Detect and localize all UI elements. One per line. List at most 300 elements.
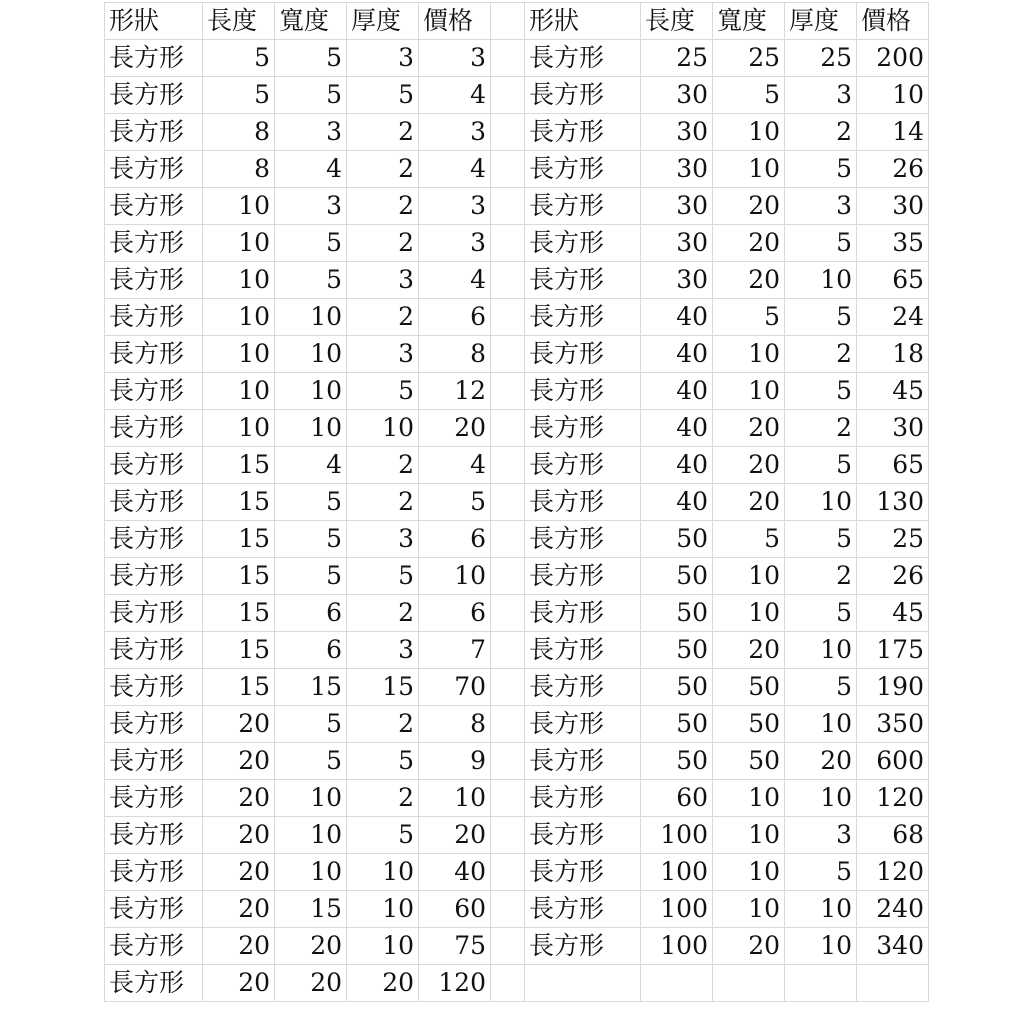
right-width-cell[interactable]: 10 [713, 780, 785, 817]
right-price-cell[interactable]: 68 [857, 817, 929, 854]
right-length-cell[interactable] [641, 965, 713, 1002]
left-shape-cell[interactable]: 長方形 [105, 965, 203, 1002]
left-thickness-cell[interactable]: 5 [347, 558, 419, 595]
left-shape-cell[interactable]: 長方形 [105, 336, 203, 373]
right-width-cell[interactable]: 10 [713, 558, 785, 595]
right-shape-cell[interactable]: 長方形 [525, 632, 641, 669]
right-length-cell[interactable]: 25 [641, 40, 713, 77]
right-length-cell[interactable]: 50 [641, 521, 713, 558]
left-length-cell[interactable]: 8 [203, 114, 275, 151]
gap-cell[interactable] [491, 891, 525, 928]
left-length-cell[interactable]: 15 [203, 521, 275, 558]
left-length-cell[interactable]: 20 [203, 891, 275, 928]
left-thickness-cell[interactable]: 2 [347, 188, 419, 225]
left-price-cell[interactable]: 4 [419, 77, 491, 114]
right-thickness-cell[interactable]: 3 [785, 817, 857, 854]
right-shape-cell[interactable]: 長方形 [525, 373, 641, 410]
left-shape-cell[interactable]: 長方形 [105, 77, 203, 114]
gap-cell[interactable] [491, 40, 525, 77]
right-width-cell[interactable]: 20 [713, 447, 785, 484]
left-length-cell[interactable]: 20 [203, 854, 275, 891]
header-thickness-left[interactable]: 厚度 [347, 3, 419, 40]
gap-cell[interactable] [491, 336, 525, 373]
right-price-cell[interactable]: 240 [857, 891, 929, 928]
header-length-left[interactable]: 長度 [203, 3, 275, 40]
left-width-cell[interactable]: 5 [275, 743, 347, 780]
left-thickness-cell[interactable]: 3 [347, 632, 419, 669]
right-price-cell[interactable]: 26 [857, 558, 929, 595]
left-width-cell[interactable]: 5 [275, 558, 347, 595]
header-row [105, 3, 929, 40]
right-shape-cell[interactable]: 長方形 [525, 77, 641, 114]
right-length-cell[interactable]: 40 [641, 484, 713, 521]
left-price-cell[interactable]: 3 [419, 40, 491, 77]
left-width-cell[interactable]: 15 [275, 891, 347, 928]
right-width-cell[interactable]: 20 [713, 632, 785, 669]
left-width-cell[interactable]: 5 [275, 77, 347, 114]
left-price-cell[interactable]: 3 [419, 114, 491, 151]
right-shape-cell[interactable]: 長方形 [525, 299, 641, 336]
left-price-cell[interactable]: 6 [419, 521, 491, 558]
right-shape-cell[interactable]: 長方形 [525, 262, 641, 299]
right-length-cell[interactable]: 30 [641, 114, 713, 151]
left-shape-cell[interactable]: 長方形 [105, 521, 203, 558]
right-thickness-cell[interactable]: 5 [785, 669, 857, 706]
right-width-cell[interactable]: 20 [713, 410, 785, 447]
gap-cell[interactable] [491, 262, 525, 299]
left-price-cell[interactable]: 20 [419, 410, 491, 447]
right-length-cell[interactable]: 40 [641, 299, 713, 336]
right-width-cell[interactable]: 50 [713, 706, 785, 743]
right-shape-cell[interactable]: 長方形 [525, 743, 641, 780]
right-shape-cell[interactable]: 長方形 [525, 854, 641, 891]
right-price-cell[interactable]: 120 [857, 854, 929, 891]
header-thickness-right[interactable]: 厚度 [785, 3, 857, 40]
left-thickness-cell[interactable]: 10 [347, 928, 419, 965]
right-shape-cell[interactable]: 長方形 [525, 521, 641, 558]
left-length-cell[interactable]: 20 [203, 965, 275, 1002]
gap-cell[interactable] [491, 151, 525, 188]
left-shape-cell[interactable]: 長方形 [105, 373, 203, 410]
left-length-cell[interactable]: 10 [203, 336, 275, 373]
header-shape-right[interactable]: 形狀 [525, 3, 641, 40]
left-shape-cell[interactable]: 長方形 [105, 558, 203, 595]
right-width-cell[interactable]: 10 [713, 151, 785, 188]
right-price-cell[interactable]: 18 [857, 336, 929, 373]
right-thickness-cell[interactable]: 3 [785, 188, 857, 225]
gap-cell[interactable] [491, 595, 525, 632]
right-thickness-cell[interactable] [785, 965, 857, 1002]
right-price-cell[interactable]: 30 [857, 410, 929, 447]
right-thickness-cell[interactable]: 5 [785, 447, 857, 484]
left-thickness-cell[interactable]: 10 [347, 410, 419, 447]
right-thickness-cell[interactable]: 3 [785, 77, 857, 114]
left-price-cell[interactable]: 3 [419, 188, 491, 225]
left-thickness-cell[interactable]: 10 [347, 891, 419, 928]
right-price-cell[interactable]: 350 [857, 706, 929, 743]
left-length-cell[interactable]: 15 [203, 669, 275, 706]
right-length-cell[interactable]: 50 [641, 669, 713, 706]
left-thickness-cell[interactable]: 2 [347, 225, 419, 262]
right-width-cell[interactable]: 20 [713, 928, 785, 965]
right-price-cell[interactable]: 24 [857, 299, 929, 336]
left-length-cell[interactable]: 15 [203, 558, 275, 595]
right-shape-cell[interactable]: 長方形 [525, 928, 641, 965]
right-thickness-cell[interactable]: 10 [785, 780, 857, 817]
gap-cell[interactable] [491, 188, 525, 225]
right-price-cell[interactable]: 14 [857, 114, 929, 151]
right-price-cell[interactable]: 175 [857, 632, 929, 669]
table-row [105, 447, 929, 484]
gap-cell[interactable] [491, 928, 525, 965]
gap-cell[interactable] [491, 521, 525, 558]
right-width-cell[interactable]: 20 [713, 262, 785, 299]
left-width-cell[interactable]: 6 [275, 632, 347, 669]
left-length-cell[interactable]: 10 [203, 262, 275, 299]
left-width-cell[interactable]: 10 [275, 780, 347, 817]
left-thickness-cell[interactable]: 2 [347, 484, 419, 521]
right-length-cell[interactable]: 30 [641, 188, 713, 225]
right-thickness-cell[interactable]: 10 [785, 891, 857, 928]
right-shape-cell[interactable]: 長方形 [525, 558, 641, 595]
right-length-cell[interactable]: 40 [641, 447, 713, 484]
gap-cell[interactable] [491, 114, 525, 151]
left-price-cell[interactable]: 7 [419, 632, 491, 669]
left-width-cell[interactable]: 4 [275, 151, 347, 188]
left-shape-cell[interactable]: 長方形 [105, 632, 203, 669]
gap-cell[interactable] [491, 447, 525, 484]
left-length-cell[interactable]: 20 [203, 817, 275, 854]
left-price-cell[interactable]: 3 [419, 225, 491, 262]
left-thickness-cell[interactable]: 10 [347, 854, 419, 891]
left-width-cell[interactable]: 5 [275, 225, 347, 262]
left-price-cell[interactable]: 4 [419, 151, 491, 188]
right-price-cell[interactable]: 45 [857, 595, 929, 632]
left-shape-cell[interactable]: 長方形 [105, 114, 203, 151]
left-width-cell[interactable]: 6 [275, 595, 347, 632]
gap-cell[interactable] [491, 225, 525, 262]
left-thickness-cell[interactable]: 3 [347, 336, 419, 373]
left-width-cell[interactable]: 10 [275, 817, 347, 854]
right-length-cell[interactable]: 100 [641, 817, 713, 854]
left-price-cell[interactable]: 8 [419, 336, 491, 373]
header-price-right[interactable]: 價格 [857, 3, 929, 40]
right-thickness-cell[interactable]: 5 [785, 225, 857, 262]
left-price-cell[interactable]: 70 [419, 669, 491, 706]
right-shape-cell[interactable]: 長方形 [525, 669, 641, 706]
right-shape-cell[interactable]: 長方形 [525, 151, 641, 188]
right-length-cell[interactable]: 50 [641, 558, 713, 595]
right-shape-cell[interactable] [525, 965, 641, 1002]
gap-cell[interactable] [491, 410, 525, 447]
left-price-cell[interactable]: 6 [419, 299, 491, 336]
left-thickness-cell[interactable]: 2 [347, 447, 419, 484]
right-shape-cell[interactable]: 長方形 [525, 595, 641, 632]
left-shape-cell[interactable]: 長方形 [105, 262, 203, 299]
right-price-cell[interactable]: 600 [857, 743, 929, 780]
left-shape-cell[interactable]: 長方形 [105, 854, 203, 891]
left-length-cell[interactable]: 20 [203, 780, 275, 817]
left-shape-cell[interactable]: 長方形 [105, 447, 203, 484]
right-price-cell[interactable]: 30 [857, 188, 929, 225]
left-width-cell[interactable]: 5 [275, 521, 347, 558]
left-width-cell[interactable]: 3 [275, 114, 347, 151]
left-price-cell[interactable]: 4 [419, 262, 491, 299]
right-thickness-cell[interactable]: 5 [785, 299, 857, 336]
left-shape-cell[interactable]: 長方形 [105, 891, 203, 928]
right-width-cell[interactable]: 10 [713, 854, 785, 891]
gap-cell[interactable] [491, 3, 525, 40]
header-width-right[interactable]: 寬度 [713, 3, 785, 40]
gap-cell[interactable] [491, 817, 525, 854]
right-shape-cell[interactable]: 長方形 [525, 114, 641, 151]
right-price-cell[interactable]: 10 [857, 77, 929, 114]
left-price-cell[interactable]: 20 [419, 817, 491, 854]
right-width-cell[interactable]: 10 [713, 336, 785, 373]
gap-cell[interactable] [491, 373, 525, 410]
left-length-cell[interactable]: 5 [203, 77, 275, 114]
right-length-cell[interactable]: 50 [641, 706, 713, 743]
right-price-cell[interactable]: 130 [857, 484, 929, 521]
left-price-cell[interactable]: 8 [419, 706, 491, 743]
left-price-cell[interactable]: 75 [419, 928, 491, 965]
right-price-cell[interactable]: 25 [857, 521, 929, 558]
left-length-cell[interactable]: 10 [203, 225, 275, 262]
left-length-cell[interactable]: 8 [203, 151, 275, 188]
right-shape-cell[interactable]: 長方形 [525, 40, 641, 77]
right-thickness-cell[interactable]: 2 [785, 558, 857, 595]
right-price-cell[interactable] [857, 965, 929, 1002]
left-price-cell[interactable]: 6 [419, 595, 491, 632]
right-length-cell[interactable]: 40 [641, 410, 713, 447]
left-price-cell[interactable]: 5 [419, 484, 491, 521]
left-price-cell[interactable]: 4 [419, 447, 491, 484]
left-price-cell[interactable]: 12 [419, 373, 491, 410]
left-thickness-cell[interactable]: 3 [347, 40, 419, 77]
left-shape-cell[interactable]: 長方形 [105, 743, 203, 780]
gap-cell[interactable] [491, 965, 525, 1002]
left-shape-cell[interactable]: 長方形 [105, 669, 203, 706]
right-width-cell[interactable] [713, 965, 785, 1002]
left-width-cell[interactable]: 3 [275, 188, 347, 225]
right-price-cell[interactable]: 26 [857, 151, 929, 188]
gap-cell[interactable] [491, 632, 525, 669]
right-width-cell[interactable]: 10 [713, 595, 785, 632]
left-thickness-cell[interactable]: 5 [347, 77, 419, 114]
right-thickness-cell[interactable]: 10 [785, 632, 857, 669]
header-width-left[interactable]: 寬度 [275, 3, 347, 40]
gap-cell[interactable] [491, 743, 525, 780]
gap-cell[interactable] [491, 854, 525, 891]
right-shape-cell[interactable]: 長方形 [525, 706, 641, 743]
left-shape-cell[interactable]: 長方形 [105, 706, 203, 743]
left-thickness-cell[interactable]: 5 [347, 373, 419, 410]
left-price-cell[interactable]: 10 [419, 558, 491, 595]
right-width-cell[interactable]: 50 [713, 743, 785, 780]
left-thickness-cell[interactable]: 5 [347, 743, 419, 780]
left-price-cell[interactable]: 9 [419, 743, 491, 780]
right-length-cell[interactable]: 100 [641, 854, 713, 891]
right-length-cell[interactable]: 100 [641, 928, 713, 965]
right-width-cell[interactable]: 5 [713, 77, 785, 114]
header-shape-left[interactable]: 形狀 [105, 3, 203, 40]
left-length-cell[interactable]: 15 [203, 484, 275, 521]
left-thickness-cell[interactable]: 15 [347, 669, 419, 706]
right-thickness-cell[interactable]: 10 [785, 484, 857, 521]
right-shape-cell[interactable]: 長方形 [525, 410, 641, 447]
right-thickness-cell[interactable]: 2 [785, 410, 857, 447]
gap-cell[interactable] [491, 669, 525, 706]
left-thickness-cell[interactable]: 5 [347, 817, 419, 854]
gap-cell[interactable] [491, 558, 525, 595]
right-thickness-cell[interactable]: 2 [785, 336, 857, 373]
left-length-cell[interactable]: 10 [203, 188, 275, 225]
left-length-cell[interactable]: 15 [203, 595, 275, 632]
left-shape-cell[interactable]: 長方形 [105, 40, 203, 77]
left-length-cell[interactable]: 10 [203, 410, 275, 447]
right-thickness-cell[interactable]: 5 [785, 151, 857, 188]
left-length-cell[interactable]: 15 [203, 447, 275, 484]
left-shape-cell[interactable]: 長方形 [105, 928, 203, 965]
right-width-cell[interactable]: 5 [713, 521, 785, 558]
left-length-cell[interactable]: 20 [203, 743, 275, 780]
right-price-cell[interactable]: 340 [857, 928, 929, 965]
right-width-cell[interactable]: 50 [713, 669, 785, 706]
right-width-cell[interactable]: 10 [713, 817, 785, 854]
right-length-cell[interactable]: 30 [641, 151, 713, 188]
right-width-cell[interactable]: 10 [713, 373, 785, 410]
right-thickness-cell[interactable]: 10 [785, 262, 857, 299]
right-thickness-cell[interactable]: 10 [785, 928, 857, 965]
left-shape-cell[interactable]: 長方形 [105, 595, 203, 632]
right-shape-cell[interactable]: 長方形 [525, 817, 641, 854]
left-width-cell[interactable]: 5 [275, 262, 347, 299]
right-shape-cell[interactable]: 長方形 [525, 447, 641, 484]
left-thickness-cell[interactable]: 3 [347, 521, 419, 558]
left-width-cell[interactable]: 5 [275, 706, 347, 743]
left-shape-cell[interactable]: 長方形 [105, 225, 203, 262]
table-row [105, 965, 929, 1002]
right-shape-cell[interactable]: 長方形 [525, 225, 641, 262]
right-thickness-cell[interactable]: 20 [785, 743, 857, 780]
header-length-right[interactable]: 長度 [641, 3, 713, 40]
left-length-cell[interactable]: 10 [203, 299, 275, 336]
left-width-cell[interactable]: 5 [275, 40, 347, 77]
right-width-cell[interactable]: 20 [713, 225, 785, 262]
left-shape-cell[interactable]: 長方形 [105, 299, 203, 336]
left-price-cell[interactable]: 120 [419, 965, 491, 1002]
right-width-cell[interactable]: 20 [713, 484, 785, 521]
left-width-cell[interactable]: 5 [275, 484, 347, 521]
right-length-cell[interactable]: 50 [641, 632, 713, 669]
gap-cell[interactable] [491, 299, 525, 336]
right-price-cell[interactable]: 200 [857, 40, 929, 77]
left-width-cell[interactable]: 4 [275, 447, 347, 484]
left-width-cell[interactable]: 10 [275, 336, 347, 373]
left-shape-cell[interactable]: 長方形 [105, 410, 203, 447]
right-shape-cell[interactable]: 長方形 [525, 188, 641, 225]
right-thickness-cell[interactable]: 5 [785, 595, 857, 632]
right-width-cell[interactable]: 5 [713, 299, 785, 336]
right-length-cell[interactable]: 40 [641, 373, 713, 410]
left-shape-cell[interactable]: 長方形 [105, 780, 203, 817]
left-width-cell[interactable]: 10 [275, 299, 347, 336]
right-thickness-cell[interactable]: 2 [785, 114, 857, 151]
left-thickness-cell[interactable]: 2 [347, 780, 419, 817]
left-thickness-cell[interactable]: 2 [347, 151, 419, 188]
left-width-cell[interactable]: 10 [275, 410, 347, 447]
left-thickness-cell[interactable]: 3 [347, 262, 419, 299]
left-thickness-cell[interactable]: 2 [347, 114, 419, 151]
left-price-cell[interactable]: 60 [419, 891, 491, 928]
left-thickness-cell[interactable]: 2 [347, 595, 419, 632]
gap-cell[interactable] [491, 77, 525, 114]
right-length-cell[interactable]: 50 [641, 595, 713, 632]
right-thickness-cell[interactable]: 25 [785, 40, 857, 77]
right-length-cell[interactable]: 30 [641, 262, 713, 299]
right-length-cell[interactable]: 50 [641, 743, 713, 780]
gap-cell[interactable] [491, 706, 525, 743]
left-shape-cell[interactable]: 長方形 [105, 817, 203, 854]
header-price-left[interactable]: 價格 [419, 3, 491, 40]
right-price-cell[interactable]: 65 [857, 447, 929, 484]
left-width-cell[interactable]: 20 [275, 965, 347, 1002]
right-width-cell[interactable]: 10 [713, 891, 785, 928]
left-length-cell[interactable]: 5 [203, 40, 275, 77]
right-shape-cell[interactable]: 長方形 [525, 336, 641, 373]
left-length-cell[interactable]: 10 [203, 373, 275, 410]
right-thickness-cell[interactable]: 10 [785, 706, 857, 743]
right-length-cell[interactable]: 100 [641, 891, 713, 928]
right-thickness-cell[interactable]: 5 [785, 373, 857, 410]
right-thickness-cell[interactable]: 5 [785, 521, 857, 558]
right-price-cell[interactable]: 35 [857, 225, 929, 262]
left-length-cell[interactable]: 15 [203, 632, 275, 669]
left-length-cell[interactable]: 20 [203, 706, 275, 743]
right-width-cell[interactable]: 10 [713, 114, 785, 151]
right-price-cell[interactable]: 120 [857, 780, 929, 817]
left-thickness-cell[interactable]: 2 [347, 299, 419, 336]
right-width-cell[interactable]: 25 [713, 40, 785, 77]
left-length-cell[interactable]: 20 [203, 928, 275, 965]
right-length-cell[interactable]: 40 [641, 336, 713, 373]
right-price-cell[interactable]: 65 [857, 262, 929, 299]
gap-cell[interactable] [491, 484, 525, 521]
left-width-cell[interactable]: 20 [275, 928, 347, 965]
left-width-cell[interactable]: 15 [275, 669, 347, 706]
left-width-cell[interactable]: 10 [275, 854, 347, 891]
left-shape-cell[interactable]: 長方形 [105, 188, 203, 225]
right-length-cell[interactable]: 30 [641, 225, 713, 262]
left-shape-cell[interactable]: 長方形 [105, 484, 203, 521]
right-price-cell[interactable]: 190 [857, 669, 929, 706]
left-shape-cell[interactable]: 長方形 [105, 151, 203, 188]
gap-cell[interactable] [491, 780, 525, 817]
left-thickness-cell[interactable]: 20 [347, 965, 419, 1002]
right-length-cell[interactable]: 30 [641, 77, 713, 114]
right-width-cell[interactable]: 20 [713, 188, 785, 225]
right-shape-cell[interactable]: 長方形 [525, 484, 641, 521]
right-thickness-cell[interactable]: 5 [785, 854, 857, 891]
left-price-cell[interactable]: 40 [419, 854, 491, 891]
left-price-cell[interactable]: 10 [419, 780, 491, 817]
right-price-cell[interactable]: 45 [857, 373, 929, 410]
left-thickness-cell[interactable]: 2 [347, 706, 419, 743]
right-length-cell[interactable]: 60 [641, 780, 713, 817]
left-width-cell[interactable]: 10 [275, 373, 347, 410]
right-shape-cell[interactable]: 長方形 [525, 891, 641, 928]
right-shape-cell[interactable]: 長方形 [525, 780, 641, 817]
